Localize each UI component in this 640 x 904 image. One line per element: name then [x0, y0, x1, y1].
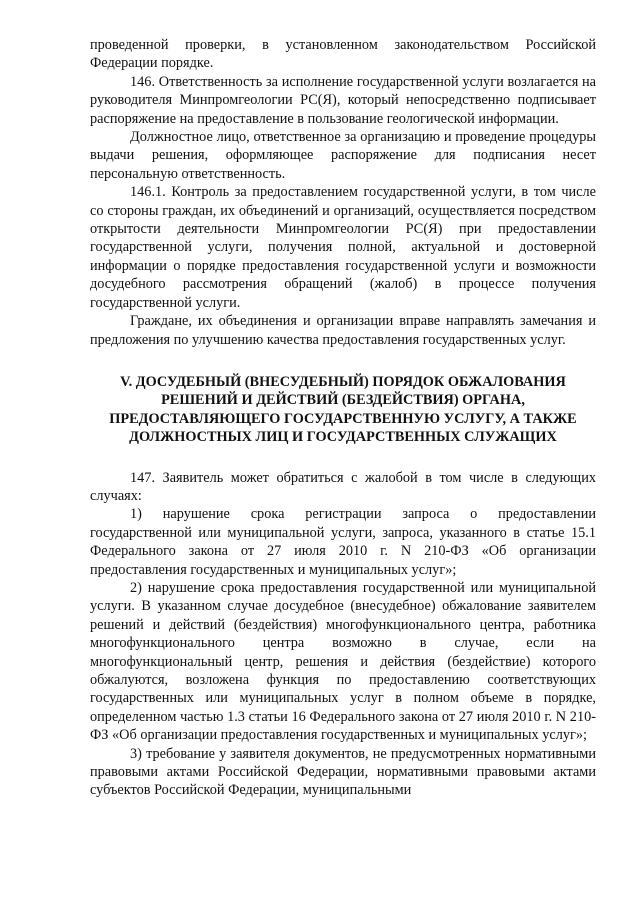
paragraph-continuation: проведенной проверки, в установленном законодательством Российской Федерации порядке. — [90, 37, 596, 72]
paragraph-146: 146. Ответственность за исполнение государственной услуги возлагается на руководителя Минпромгеологии РС(Я), который непосредственно подписывает распоряжение на предоставление в пользование геологической информации. — [90, 73, 596, 127]
section-heading-line: РЕШЕНИЙ И ДЕЙСТВИЙ (БЕЗДЕЙСТВИЯ) ОРГАНА, — [161, 392, 525, 409]
section-heading — [90, 373, 596, 447]
document-page — [90, 36, 596, 800]
list-item-2: 2) нарушение срока предоставления государственной или муниципальной услуги. В указанном случае досудебное (внесудебное) обжалование заявителем решений и действий (бездействия) многофункционального центра, работника многофункционального центра возможно в случае, если на многофункциональный центр, решения и действия (бездействие) которого обжалуются, возложена функция по предоставлению соответствующих государственных или муниципальных услуг в полном объеме в порядке, определенном частью 1.3 статьи 16 Федерального закона от 27 июля 2010 г. N 210-ФЗ «Об организации предоставления государственных и муниципальных услуг»; — [90, 579, 596, 744]
section-heading-line: ДОЛЖНОСТНЫХ ЛИЦ И ГОСУДАРСТВЕННЫХ СЛУЖАЩИХ — [129, 429, 557, 446]
paragraph-official-responsibility: Должностное лицо, ответственное за организацию и проведение процедуры выдачи решения, оформляющее распоряжение для подписания несет персональную ответственность. — [90, 129, 596, 182]
paragraph-147: 147. Заявитель может обратиться с жалобой в том числе в следующих случаях: — [90, 469, 596, 504]
section-heading-line: V. ДОСУДЕБНЫЙ (ВНЕСУДЕБНЫЙ) ПОРЯДОК ОБЖАЛОВАНИЯ — [120, 373, 566, 390]
list-item-1: 1) нарушение срока регистрации запроса о предоставлении государственной или муниципальной услуги, запроса, указанного в статье 15.1 Федерального закона от 27 июля 2010 г. N 210-ФЗ «Об организации предоставления государственных и муниципальных услуг»; — [90, 506, 596, 578]
list-item-3: 3) требование у заявителя документов, не предусмотренных нормативными правовыми актами Российской Федерации, нормативными правовыми актами субъектов Российской Федерации, муниципальными — [90, 745, 596, 799]
paragraph-citizens-proposals: Граждане, их объединения и организации вправе направлять замечания и предложения по улучшению качества предоставления государственных услуг. — [90, 313, 596, 348]
paragraph-146-1: 146.1. Контроль за предоставлением государственной услуги, в том числе со стороны граждан, их объединений и организаций, осуществляется посредством открытости деятельности Минпромгеологии РС(Я) при предоставлении государственной услуги, получения полной, актуальной и достоверной информации о порядке предоставления государственной услуги и возможности досудебного рассмотрения обращений (жалоб) в процессе получения государственной услуги. — [90, 184, 596, 311]
section-heading-line: ПРЕДОСТАВЛЯЮЩЕГО ГОСУДАРСТВЕННУЮ УСЛУГУ, А ТАКЖЕ — [109, 410, 577, 427]
